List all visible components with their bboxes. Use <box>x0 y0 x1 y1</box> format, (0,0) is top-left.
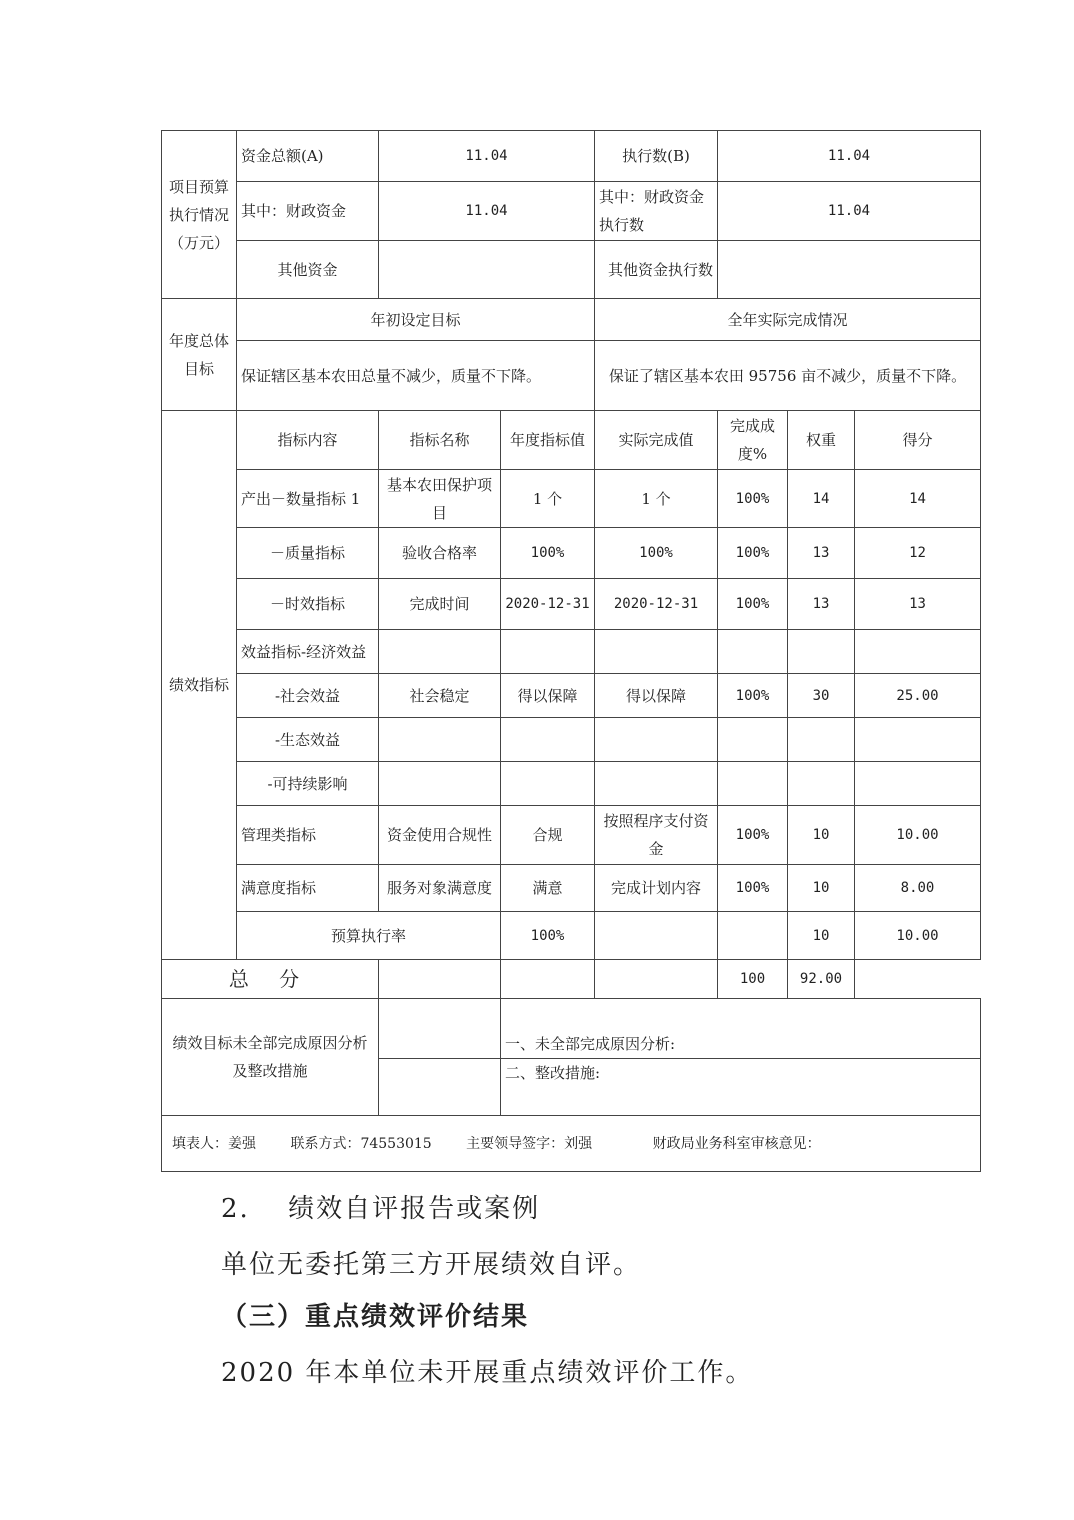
indicator-actual <box>595 718 718 762</box>
indicator-score: 10.00 <box>855 806 981 865</box>
indicator-degree: 100% <box>718 579 788 630</box>
fiscal-fund-value: 11.04 <box>379 182 595 241</box>
indicator-target <box>501 630 595 674</box>
footer-row <box>162 1116 981 1172</box>
indicator-weight: 13 <box>788 528 855 579</box>
budget-rate-label: 预算执行率 <box>237 912 501 960</box>
indicator-degree: 100% <box>718 865 788 912</box>
indicator-degree: 100% <box>718 806 788 865</box>
table-row <box>162 630 981 674</box>
perf-header-actual: 实际完成值 <box>595 411 718 470</box>
indicator-target: 1 个 <box>501 470 595 528</box>
other-fund-value <box>379 241 595 299</box>
total-fund-value: 11.04 <box>379 131 595 182</box>
table-row <box>162 470 981 528</box>
indicator-weight <box>788 762 855 806</box>
indicator-target: 2020-12-31 <box>501 579 595 630</box>
indicator-name: 完成时间 <box>379 579 501 630</box>
indicator-content: 效益指标-经济效益 <box>237 630 379 674</box>
indicator-name: 社会稳定 <box>379 674 501 718</box>
other-exec-value <box>718 241 981 299</box>
table-row <box>162 528 981 579</box>
indicator-actual: 1 个 <box>595 470 718 528</box>
indicator-actual: 100% <box>595 528 718 579</box>
review-opinion: 财政局业务科室审核意见： <box>652 1135 821 1152</box>
fiscal-exec-label: 其中：财政资金执行数 <box>595 182 718 241</box>
analysis-empty-2 <box>379 1059 501 1116</box>
indicator-score: 14 <box>855 470 981 528</box>
table-row <box>162 718 981 762</box>
table-row <box>162 674 981 718</box>
indicator-score: 25.00 <box>855 674 981 718</box>
indicator-content: -可持续影响 <box>237 762 379 806</box>
filler: 填表人：姜强 <box>172 1135 256 1152</box>
indicator-score: 8.00 <box>855 865 981 912</box>
indicator-weight <box>788 718 855 762</box>
table-row <box>162 579 981 630</box>
indicator-weight: 10 <box>788 806 855 865</box>
paragraph-no-key-eval: 2020 年本单位未开展重点绩效评价工作。 <box>221 1358 754 1388</box>
indicator-weight: 14 <box>788 470 855 528</box>
indicator-actual: 得以保障 <box>595 674 718 718</box>
exec-label: 执行数(B) <box>595 131 718 182</box>
other-fund-label: 其他资金 <box>237 241 379 299</box>
analysis-label: 绩效目标未全部完成原因分析及整改措施 <box>162 999 379 1116</box>
table-row <box>162 762 981 806</box>
indicator-target: 得以保障 <box>501 674 595 718</box>
indicator-content: －质量指标 <box>237 528 379 579</box>
indicator-name: 服务对象满意度 <box>379 865 501 912</box>
exec-value: 11.04 <box>718 131 981 182</box>
other-exec-label: 其他资金执行数 <box>595 241 718 299</box>
total-empty-3 <box>595 960 718 999</box>
indicator-target: 合规 <box>501 806 595 865</box>
indicator-score <box>855 630 981 674</box>
indicator-degree <box>718 762 788 806</box>
indicator-name: 资金使用合规性 <box>379 806 501 865</box>
analysis-reason: 一、未全部完成原因分析: <box>501 999 981 1059</box>
indicator-content: 产出－数量指标 1 <box>237 470 379 528</box>
paragraph-no-third-party: 单位无委托第三方开展绩效自评。 <box>221 1250 642 1280</box>
budget-rate-actual <box>595 912 718 960</box>
perf-header-degree: 完成成度% <box>718 411 788 470</box>
performance-table <box>161 130 981 1172</box>
indicator-actual: 完成计划内容 <box>595 865 718 912</box>
table-row <box>162 806 981 865</box>
indicator-degree <box>718 630 788 674</box>
goal-set-header: 年初设定目标 <box>237 299 595 341</box>
analysis-measure: 二、整改措施: <box>501 1059 981 1116</box>
indicator-degree: 100% <box>718 528 788 579</box>
table-row <box>162 865 981 912</box>
indicator-target <box>501 718 595 762</box>
goal-actual-text: 保证了辖区基本农田 95756 亩不减少，质量不下降。 <box>595 341 981 411</box>
goal-actual-header: 全年实际完成情况 <box>595 299 981 341</box>
indicator-name <box>379 630 501 674</box>
indicator-name <box>379 762 501 806</box>
indicator-target: 满意 <box>501 865 595 912</box>
fiscal-fund-label: 其中：财政资金 <box>237 182 379 241</box>
indicator-actual <box>595 762 718 806</box>
indicator-name <box>379 718 501 762</box>
total-empty-1 <box>379 960 501 999</box>
indicator-weight: 10 <box>788 865 855 912</box>
indicator-score: 13 <box>855 579 981 630</box>
total-label: 总 分 <box>162 960 379 999</box>
table-row <box>162 912 981 960</box>
indicator-degree: 100% <box>718 470 788 528</box>
budget-group-label: 项目预算执行情况（万元） <box>162 131 237 299</box>
section-heading-key-eval: （三）重点绩效评价结果 <box>221 1302 530 1332</box>
total-weight: 100 <box>718 960 788 999</box>
indicator-target: 100% <box>501 528 595 579</box>
leader-signature: 主要领导签字：刘强 <box>466 1135 593 1152</box>
indicator-content: －时效指标 <box>237 579 379 630</box>
budget-rate-value: 100% <box>501 912 595 960</box>
perf-header-score: 得分 <box>855 411 981 470</box>
perf-header-content: 指标内容 <box>237 411 379 470</box>
indicator-weight: 13 <box>788 579 855 630</box>
indicator-degree: 100% <box>718 674 788 718</box>
goal-set-text: 保证辖区基本农田总量不减少，质量不下降。 <box>237 341 595 411</box>
contact: 联系方式：74553015 <box>290 1135 432 1152</box>
indicator-score <box>855 718 981 762</box>
indicator-score <box>855 762 981 806</box>
indicator-weight: 30 <box>788 674 855 718</box>
perf-label: 绩效指标 <box>162 411 237 960</box>
indicator-weight <box>788 630 855 674</box>
perf-header-target: 年度指标值 <box>501 411 595 470</box>
total-empty-2 <box>501 960 595 999</box>
indicator-score: 12 <box>855 528 981 579</box>
indicator-content: -社会效益 <box>237 674 379 718</box>
indicator-actual <box>595 630 718 674</box>
goal-label: 年度总体目标 <box>162 299 237 411</box>
indicator-target <box>501 762 595 806</box>
indicator-name: 验收合格率 <box>379 528 501 579</box>
indicator-actual: 2020-12-31 <box>595 579 718 630</box>
paragraph-self-eval-report: 2. 绩效自评报告或案例 <box>221 1194 541 1224</box>
total-fund-label: 资金总额(A) <box>237 131 379 182</box>
budget-rate-score: 10.00 <box>855 912 981 960</box>
indicator-content: 管理类指标 <box>237 806 379 865</box>
perf-header-weight: 权重 <box>788 411 855 470</box>
total-score: 92.00 <box>788 960 855 999</box>
analysis-empty-1 <box>379 999 501 1059</box>
fiscal-exec-value: 11.04 <box>718 182 981 241</box>
perf-header-name: 指标名称 <box>379 411 501 470</box>
budget-rate-degree <box>718 912 788 960</box>
indicator-actual: 按照程序支付资金 <box>595 806 718 865</box>
budget-rate-weight: 10 <box>788 912 855 960</box>
indicator-degree <box>718 718 788 762</box>
indicator-name: 基本农田保护项目 <box>379 470 501 528</box>
indicator-content: 满意度指标 <box>237 865 379 912</box>
indicator-content: -生态效益 <box>237 718 379 762</box>
